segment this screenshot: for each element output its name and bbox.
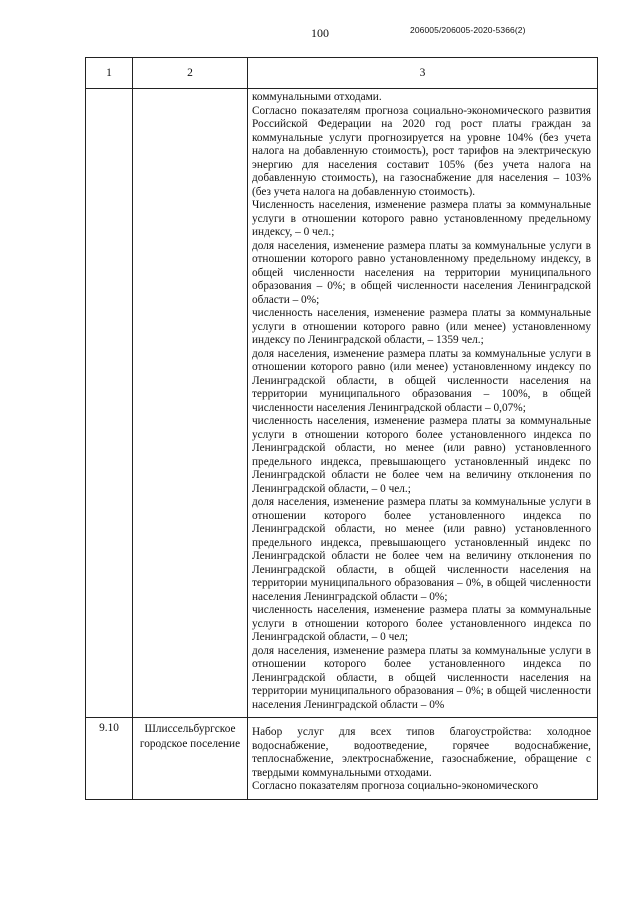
paragraph: численность населения, изменение размера платы за коммунальные услуги в отношении которого равно (или менее) установленному индексу по Ленинградской области, – 1359 чел.;	[252, 307, 591, 346]
table-header-row	[86, 58, 598, 89]
table-row	[86, 718, 598, 800]
document-table	[85, 57, 598, 800]
paragraph: Согласно показателям прогноза социально-экономического	[252, 780, 539, 792]
paragraph: Численность населения, изменение размера платы за коммунальные услуги в отношении которого равно установленному предельному индексу, – 0 чел.;	[252, 199, 591, 238]
row-number: 9.10	[86, 718, 133, 800]
paragraph: доля населения, изменение размера платы за коммунальные услуги в отношении которого равно установленному предельному индексу, в общей численности населения на территории муниципального образования – 0%; в общей численности населения Ленинградской области – 0%;	[252, 239, 591, 306]
paragraph: доля населения, изменение размера платы за коммунальные услуги в отношении которого равно (или менее) установленному индексу по Ленинградской области, в общей численности населения на территории муниципального образования – 100%, в общей численности населения Ленинградской области – 0,07%;	[252, 347, 591, 414]
paragraph: численность населения, изменение размера платы за коммунальные услуги в отношении которого более установленного индекса по Ленинградской области, – 0 чел;	[252, 604, 591, 643]
paragraph: доля населения, изменение размера платы за коммунальные услуги в отношении которого более установленного индекса по Ленинградской области, в общей численности населения на территории муниципального образования – 0%; в общей численности населения Ленинградской области – 0%	[252, 644, 591, 711]
document-code: 206005/206005-2020-5366(2)	[410, 25, 526, 35]
paragraph: численность населения, изменение размера платы за коммунальные услуги в отношении которого более установленного индекса по Ленинградской области, но менее (или равно) установленного предельного индекса, превышающего установленный индекс по Ленинградской области не более чем на величину отклонения по Ленинградской области, – 0 чел.;	[252, 415, 591, 495]
row-number	[86, 89, 133, 718]
table-row	[86, 89, 598, 718]
row-description	[248, 89, 598, 718]
column-header: 3	[248, 58, 598, 89]
paragraph: Согласно показателям прогноза социально-экономического развития Российской Федерации на 2020 год рост платы граждан за коммунальные услуги прогнозируется на уровне 104% (без учета налога на добавленную стоимость), рост тарифов на электрическую энергию для населения составит 105% (без учета налога на добавленную стоимость), на газоснабжение для населения – 103% (без учета налога на добавленную стоимость).	[252, 104, 591, 198]
municipality-name: Шлиссельбургское городское поселение	[133, 718, 248, 800]
paragraph: коммунальными отходами.	[252, 91, 382, 103]
row-description	[248, 718, 598, 800]
paragraph: доля населения, изменение размера платы за коммунальные услуги в отношении которого более установленного индекса по Ленинградской области, но менее (или равно) установленного предельного индекса, превышающего установленный индекс по Ленинградской области не более чем на величину отклонения по Ленинградской области, в общей численности населения на территории муниципального образования – 0%, в общей численности населения Ленинградской области – 0%;	[252, 496, 591, 603]
paragraph: Набор услуг для всех типов благоустройства: холодное водоснабжение, водоотведение, горячее водоснабжение, теплоснабжение, электроснабжение, газоснабжение, обращение с твердыми коммунальными отходами.	[252, 726, 591, 779]
column-header: 2	[133, 58, 248, 89]
page-number: 100	[311, 26, 329, 40]
municipality-name	[133, 89, 248, 718]
column-header: 1	[86, 58, 133, 89]
